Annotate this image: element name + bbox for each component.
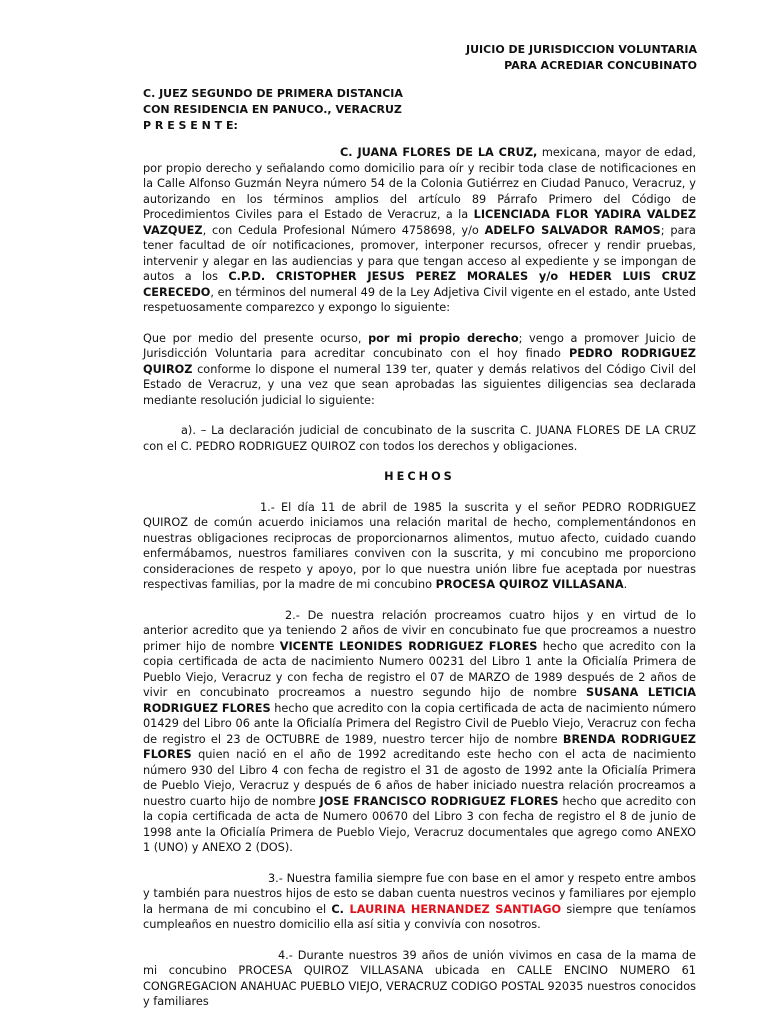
header-line-2: PARA ACREDIAR CONCUBINATO (504, 59, 697, 72)
petition-paragraph: Que por medio del presente ocurso, por mi propio derecho; vengo a promover Juicio de Jurisdicción Voluntaria para acreditar concubinato con el hoy finado PEDRO RODRIGUEZ QUIROZ conforme lo dispone el numeral 139 ter, quater y demás relativos del Código Civil del Estado de Veracruz, y una vez que sean aprobadas las siguientes diligencias sea declarada mediante resolución judicial lo siguiente: (143, 331, 697, 407)
petitioner-name: C. JUANA FLORES DE LA CRUZ, (340, 146, 538, 159)
highlighted-name: LAURINA HERNANDEZ SANTIAGO (343, 902, 562, 916)
hecho-1-paragraph: 1.- El día 11 de abril de 1985 la suscrita y el señor PEDRO RODRIGUEZ QUIROZ de común acuerdo iniciamos una relación marital de hecho, complementándonos en nuestras obligaciones reciprocas de proporcionarnos alimentos, mutuo afecto, cuidado cuando enfermábamos, nuestros familiares conviven con la suscrita, y mi concubino me proporciono consideraciones de respeto y apoyo, por lo que nuestra unión libre fue aceptada por nuestras respectivas familias, por la madre de mi concubino PROCESA QUIROZ VILLASANA. (143, 500, 696, 591)
intro-paragraph: C. JUANA FLORES DE LA CRUZ, mexicana, mayor de edad, por propio derecho y señalando como domicilio para oír y recibir toda clase de notificaciones en la Calle Alfonso Guzmán Neyra número 54 de la Colonia Gutiérrez en Ciudad Panuco, Veracruz, y autorizando en los términos amplios del artículo 89 Párrafo Primero del Código de Procedimientos Civiles para el Estado de Veracruz, a la LICENCIADA FLOR YADIRA VALDEZ VAZQUEZ, con Cedula Profesional Número 4758698, y/o ADELFO SALVADOR RAMOS; para tener facultad de oír notificaciones, promover, interponer recursos, ofrecer y rendir pruebas, intervenir y alegar en las audiencias y para que tengan acceso al expediente y se impongan de autos a los C.P.D. CRISTOPHER JESUS PEREZ MORALES y/o HEDER LUIS CRUZ CERECEDO, en términos del numeral 49 de la Ley Adjetiva Civil vigente en el estado, ante Usted respetuosamente comparezco y expongo lo siguiente: (143, 146, 697, 314)
addressee-line-3: P R E S E N T E: (143, 119, 238, 132)
hecho-3-paragraph: 3.- Nuestra familia siempre fue con base en el amor y respeto entre ambos y también para nuestros hijos de esto se daban cuenta nuestros vecinos y familiares por ejemplo la hermana de mi concubino el C. LAURINA HERNANDEZ SANTIAGO siempre que teníamos cumpleaños en nuestro domicilio ella así sitia y convivía con nosotros. (143, 871, 697, 931)
document-body (143, 145, 696, 1010)
item-a-paragraph: a). – La declaración judicial de concubinato de la suscrita C. JUANA FLORES DE LA CRUZ con el C. PEDRO RODRIGUEZ QUIROZ con todos los derechos y obligaciones. (143, 424, 696, 453)
addressee-line-1: C. JUEZ SEGUNDO DE PRIMERA DISTANCIA (143, 87, 403, 100)
addressee-block (143, 86, 403, 134)
document-header (466, 42, 697, 74)
hecho-4-paragraph: 4.- Durante nuestros 39 años de unión vivimos en casa de la mama de mi concubino PROCESA QUIROZ VILLASANA ubicada en CALLE ENCINO NUMERO 61 CONGREGACION ANAHUAC PUEBLO VIEJO, VERACRUZ CODIGO POSTAL 92035 nuestros conocidos y familiares (143, 948, 696, 1008)
addressee-line-2: CON RESIDENCIA EN PANUCO., VERACRUZ (143, 103, 402, 116)
hechos-heading: HECHOS (384, 470, 455, 483)
hecho-2-paragraph: 2.- De nuestra relación procreamos cuatro hijos y en virtud de lo anterior acredito que ya teniendo 2 años de vivir en concubinato fue que procreamos a nuestro primer hijo de nombre VICENTE LEONIDES RODRIGUEZ FLORES hecho que acredito con la copia certificada de acta de nacimiento Numero 00231 del Libro 1 ante la Oficialía Primera de Pueblo Viejo, Veracruz y con fecha de registro el 07 de MARZO de 1989 después de 2 años de vivir en concubinato procreamos a nuestro segundo hijo de nombre SUSANA LETICIA RODRIGUEZ FLORES hecho que acredito con la copia certificada de acta de nacimiento número 01429 del Libro 06 ante la Oficialía Primera del Registro Civil de Pueblo Viejo, Veracruz con fecha de registro el 23 de OCTUBRE de 1989, nuestro tercer hijo de nombre BRENDA RODRIGUEZ FLORES quien nació en el año de 1992 acreditando este hecho con el acta de nacimiento número 930 del Libro 4 con fecha de registro el 31 de agosto de 1992 ante la Oficialía Primera de Pueblo Viejo, Veracruz y después de 6 años de haber iniciado nuestra relación procreamos a nuestro cuarto hijo de nombre JOSE FRANCISCO RODRIGUEZ FLORES hecho que acredito con la copia certificada de acta de Numero 00670 del Libro 3 con fecha de registro el 8 de junio de 1998 ante la Oficialía Primera de Pueblo Viejo, Veracruz documentales que agrego como ANEXO 1 (UNO) y ANEXO 2 (DOS). (143, 608, 696, 854)
header-line-1: JUICIO DE JURISDICCION VOLUNTARIA (466, 43, 697, 56)
